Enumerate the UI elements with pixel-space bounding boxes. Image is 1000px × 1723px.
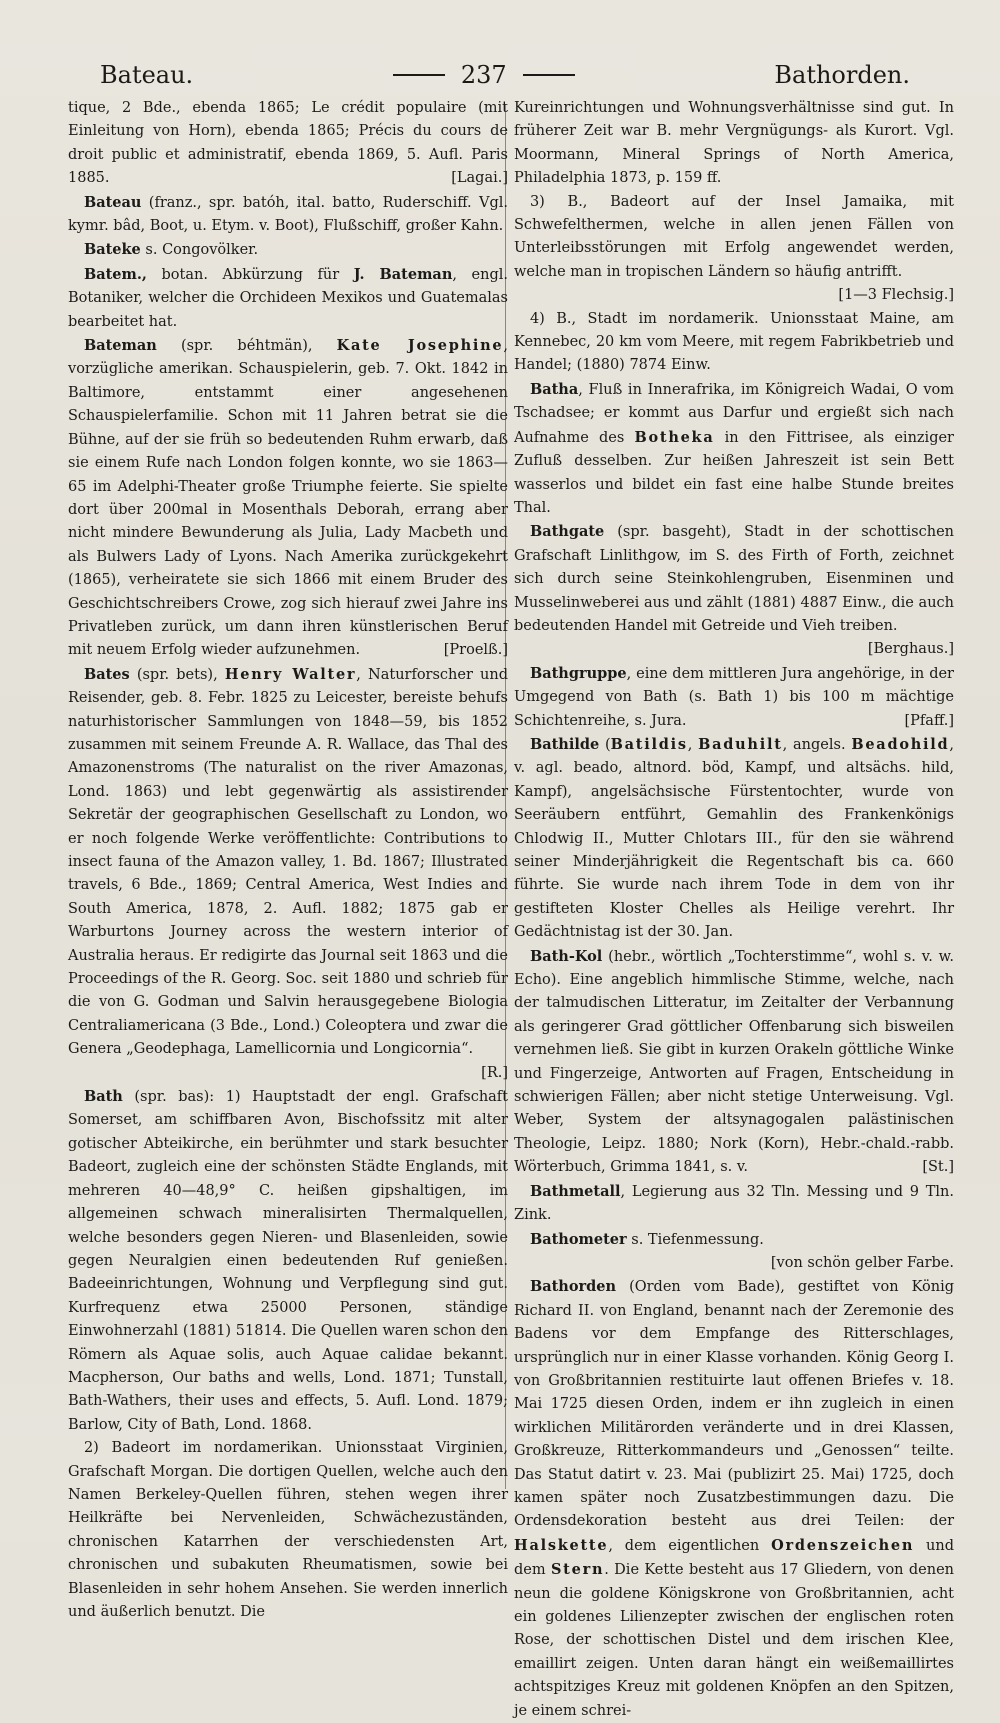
entry-text: , engl. Botaniker, welcher die Orchideen Mexikos und Guatemalas bearbeitet hat. bbox=[68, 266, 509, 330]
entry-headword: Bathilde bbox=[529, 735, 600, 753]
running-header bbox=[100, 55, 910, 95]
entry-emphasis: Halskette bbox=[514, 1536, 609, 1554]
entry-text: , angels. bbox=[782, 736, 852, 753]
entry-emphasis: Ordenszeichen bbox=[771, 1536, 915, 1554]
entry-batha bbox=[514, 378, 954, 520]
entry-bath-kol bbox=[514, 945, 954, 1180]
page-number: 237 bbox=[460, 61, 507, 89]
entry-headword: Bathometer bbox=[529, 1230, 627, 1248]
entry-headword: Bateke bbox=[83, 241, 141, 259]
entry-bathometer bbox=[514, 1228, 954, 1271]
carryover-fragment: [von schön gelber Farbe. bbox=[770, 1254, 954, 1271]
entry-text: Kureinrichtungen und Wohnungsverhältnisse sind gut. In früherer Zeit war B. mehr Vergnügungs- als Kurort. Vgl. Moormann, Mineral Springs of North America, Philadelphia 1873, p. 159 ff. bbox=[514, 100, 954, 187]
entry-text: , eine dem mittleren Jura angehörige, in der Umgegend von Bath (s. Bath 1) bis 100 m mächtige Schichtenreihe, s. Jura. bbox=[514, 665, 954, 729]
author-signature: [1—3 Flechsig.] bbox=[838, 287, 954, 304]
entry-text: (spr. bets), bbox=[129, 666, 225, 683]
entry-text: . Die Kette besteht aus 17 Gliedern, von denen neun die goldene Königskrone von Großbritannien, acht ein goldenes Lilienzepter zwischen der englischen roten Rose, der schottischen Distel und dem irischen Klee, emaillirt zeigen. Unten daran hängt ein weißemaillirtes achtspitziges Kreuz mit goldenen Knöpfen an den Spitzen, je einem schrei- bbox=[514, 1562, 954, 1719]
author-signature: [Pfaff.] bbox=[904, 712, 954, 729]
author-signature: [Lagai.] bbox=[451, 170, 508, 187]
entry-text: in den Fittrisee, als einziger Zufluß desselben. Zur heißen Jahreszeit ist sein Bett wasserlos und bildet ein fast eine halbe Stunde breites Thal. bbox=[514, 429, 954, 516]
entry-bathilde bbox=[514, 733, 954, 945]
entry-text: 2) Badeort im nordamerikan. Unionsstaat Virginien, Grafschaft Morgan. Die dortigen Quellen, welche auch den Namen Berkeley-Quellen führen, stehen wegen ihrer Heilkräfte bei Nervenleiden, Schwächezuständen, chronischen Katarrhen der verschiedensten Art, chronischen und subakuten Rheumatismen, sowie bei Blasenleiden in sehr hohem Ansehen. Sie werden innerlich und äußerlich benutzt. Die bbox=[68, 1440, 508, 1620]
entry-bath bbox=[68, 1085, 508, 1437]
entry-bath-2 bbox=[68, 1437, 508, 1624]
entry-person-name: J. Bateman bbox=[353, 265, 453, 283]
entry-continuation bbox=[514, 97, 954, 191]
entry-text: , Fluß in Innerafrika, im Königreich Wadai, O vom Tschadsee; er kommt aus Darfur und ergießt sich nach Aufnahme des bbox=[514, 381, 954, 446]
entry-headword: Bateau bbox=[83, 193, 142, 211]
entry-bateau bbox=[68, 191, 508, 239]
entry-text: (franz., spr. batóh, ital. batto, Ruderschiff. Vgl. kymr. bâd, Boot, u. Etym. v. Boot), Flußschiff, großer Kahn. bbox=[68, 194, 508, 235]
entry-bath-4 bbox=[514, 308, 954, 378]
entry-emphasis: Batildis bbox=[610, 735, 688, 753]
entry-bathgruppe bbox=[514, 662, 954, 733]
entry-emphasis: Stern bbox=[550, 1561, 605, 1579]
entry-text: , dem eigentlichen bbox=[608, 1537, 772, 1554]
header-rule-left bbox=[393, 74, 445, 76]
entry-bateman bbox=[68, 334, 508, 663]
entry-headword: Batem., bbox=[83, 265, 147, 283]
entry-bathmetall bbox=[514, 1180, 954, 1228]
entry-bates bbox=[68, 663, 508, 1081]
entry-text: 3) B., Badeort auf der Insel Jamaika, mit Schwefelthermen, welche in allen jenen Fällen von Unterleibsstörungen mit Erfolg angewendet werden, welche man in tropischen Ländern so häufig antrifft. bbox=[514, 193, 954, 280]
entry-text: botan. Abkürzung für bbox=[146, 266, 354, 283]
entry-headword: Bathgate bbox=[529, 523, 605, 541]
entry-text: , vorzügliche amerikan. Schauspielerin, geb. 7. Okt. 1842 in Baltimore, entstammt einer angesehenen Schauspielerfamilie. Schon mit 11 Jahren betrat sie die Bühne, auf der sie früh so bedeutenden Ruhm erwarb, daß sie einem Rufe nach London folgen konnte, wo sie 1863—65 im Adelphi-Theater große Triumphe feierte. Sie spielte dort über 200mal in Mosenthals Deborah, errang aber nicht mindere Bewunderung als Julia, Lady Macbeth und als Bulwers Lady of Lyons. Nach Amerika zurückgekehrt (1865), verheiratete sie sich 1866 mit einem Bruder des Geschichtschreibers Crowe, zog sich hierauf zwei Jahre ins Privatleben zurück, um dann ihren künstlerischen Beruf mit neuem Erfolg wieder aufzunehmen. bbox=[68, 338, 508, 659]
entry-text: , Naturforscher und Reisender, geb. 8. Febr. 1825 zu Leicester, bereiste behufs naturhistorischer Sammlungen von 1848—59, bis 1852 zusammen mit seinem Freunde A. R. Wallace, das Thal des Amazonenstroms (The naturalist on the river Amazonas, Lond. 1863) und lebt gegenwärtig als assistirender Sekretär der geographischen Gesellschaft zu London, wo er noch folgende Werke veröffentlichte: Contributions to insect fauna of the Amazon valley, 1. Bd. 1867; Illustrated travels, 6 Bde., 1869; Central America, West Indies and South America, 1878, 2. Aufl. 1882; 1875 gab er Warburtons Journey across the western interior of Australia heraus. Er redigirte das Journal seit 1863 und die Proceedings of the R. Georg. Soc. seit 1880 und schrieb für die von G. Godman und Salvin herausgegebene Biologia Centraliamericana (3 Bde., Lond.) Coleoptera und zwar die Genera „Geodephaga, Lamellicornia und Longicornia“. bbox=[68, 666, 508, 1058]
entry-text: (spr. bas): 1) Hauptstadt der engl. Grafschaft Somerset, am schiffbaren Avon, Bischofssitz mit alter gotischer Abteikirche, ein berühmter und stark besuchter Badeort, zugleich eine der schönsten Städte Englands, mit mehreren 40—48,9° C. heißen gipshaltigen, im allgemeinen schwach mineralisirten Thermalquellen, welche besonders gegen Nieren- und Blasenleiden, sowie gegen Neuralgien einen bedeutenden Ruf genießen. Badeeinrichtungen, Wohnung und Verpflegung sind gut. Kurfrequenz etwa 25000 Personen, ständige Einwohnerzahl (1881) 51814. Die Quellen waren schon den Römern als Aquae solis, auch Aquae calidae bekannt. Macpherson, Our baths and wells, Lond. 1871; Tunstall, Bath-Wathers, their uses and effects, 5. Aufl. Lond. 1879; Barlow, City of Bath, Lond. 1868. bbox=[68, 1089, 508, 1433]
entry-text: und dem bbox=[514, 1537, 954, 1579]
entry-bathgate bbox=[514, 520, 954, 658]
entry-text: 4) B., Stadt im nordamerik. Unionsstaat Maine, am Kennebec, 20 km vom Meere, mit regem Fabrikbetrieb und Handel; (1880) 7874 Einw. bbox=[514, 310, 954, 374]
entry-text: tique, 2 Bde., ebenda 1865; Le crédit populaire (mit Einleitung von Horn), ebenda 1865; Précis du cours de droit public et administratif, ebenda 1869, 5. Aufl. Paris 1885. bbox=[68, 100, 508, 187]
entry-headword: Bathmetall bbox=[529, 1182, 621, 1200]
entry-bateke bbox=[68, 238, 508, 262]
entry-emphasis: Botheka bbox=[634, 428, 715, 446]
entry-batem bbox=[68, 263, 508, 334]
entry-headword: Bathgruppe bbox=[529, 664, 627, 682]
entry-text: (spr. basgeht), Stadt in der schottischen Grafschaft Linlithgow, im S. des Firth of Forth, zeichnet sich durch seine Steinkohlengruben, Eisenminen und Musselinweberei aus und zählt (1881) 4887 Einw., die auch bedeutenden Handel mit Getreide und Vieh treiben. bbox=[514, 524, 954, 634]
left-column bbox=[68, 97, 508, 1624]
entry-text: (Orden vom Bade), gestiftet von König Richard II. von England, benannt nach der Zeremonie des Badens vor dem Empfange des Ritterschlages, ursprünglich nur in einer Klasse vorhanden. König Georg I. von Großbritannien restituirte laut offenen Briefes v. 18. Mai 1725 diesen Orden, indem er ihn zugleich in einen wirklichen Militärorden veränderte und in drei Klassen, Großkreuze, Ritterkommandeurs und „Genossen“ teilte. Das Statut datirt v. 23. Mai (publizirt 25. Mai) 1725, doch kamen später noch Zusatzbestimmungen dazu. Die Ordensdekoration besteht aus drei Teilen: der bbox=[514, 1279, 954, 1530]
author-signature: [R.] bbox=[481, 1064, 508, 1081]
entry-bath-3 bbox=[514, 191, 954, 304]
page-number-block bbox=[393, 61, 575, 89]
entry-headword: Bath-Kol bbox=[529, 947, 603, 965]
entry-text: s. Congovölker. bbox=[140, 242, 259, 259]
author-signature: [St.] bbox=[922, 1159, 954, 1176]
entry-text: s. Tiefenmessung. bbox=[626, 1231, 764, 1248]
entry-bathorden bbox=[514, 1275, 954, 1723]
entry-emphasis: Baduhilt bbox=[698, 735, 783, 753]
right-column bbox=[514, 97, 954, 1723]
entry-continuation bbox=[68, 97, 508, 191]
entry-text: ( bbox=[599, 736, 611, 753]
entry-text: , Legierung aus 32 Tln. Messing und 9 Tln. Zink. bbox=[514, 1183, 954, 1224]
entry-headword: Bathorden bbox=[529, 1278, 617, 1296]
entry-text: (spr. béhtmän), bbox=[156, 338, 337, 355]
entry-headword: Batha bbox=[529, 380, 579, 398]
entry-headword: Bateman bbox=[83, 337, 157, 355]
author-signature: [Berghaus.] bbox=[867, 641, 954, 658]
header-right-keyword: Bathorden. bbox=[774, 61, 910, 89]
author-signature: [Proelß.] bbox=[443, 642, 508, 659]
entry-headword: Bath bbox=[83, 1088, 123, 1106]
entry-emphasis: Beadohild bbox=[851, 735, 950, 753]
entry-headword: Bates bbox=[83, 665, 130, 683]
entry-person-name: Kate Josephine bbox=[336, 337, 504, 355]
entry-text: , bbox=[687, 736, 699, 753]
entry-text: , v. agl. beado, altnord. böd, Kampf, und altsächs. hild, Kampf), angelsächsische Fürstentochter, wurde von Seeräubern entführt, Gemahlin des Frankenkönigs Chlodwig II., Mutter Chlotars III., für den sie während seiner Minderjährigkeit die Regentschaft bis ca. 660 führte. Sie wurde nach ihrem Tode in dem von ihr gestifteten Kloster Chelles als Heilige verehrt. Ihr Gedächtnistag ist der 30. Jan. bbox=[514, 736, 954, 941]
entry-text: (hebr., wörtlich „Tochterstimme“, wohl s. v. w. Echo). Eine angeblich himmlische Stimme, welche, nach der talmudischen Litteratur, im Zeitalter der Verbannung als geringerer Grad göttlicher Offenbarung sich bisweilen vernehmen ließ. Sie gibt in kurzen Orakeln göttliche Winke und Fingerzeige, Antworten auf Fragen, Entscheidung in schwierigen Fällen; aber nicht stetige Unterweisung. Vgl. Weber, System der altsynagogalen palästinischen Theologie, Leipz. 1880; Nork (Korn), Hebr.-chald.-rabb. Wörterbuch, Grimma 1841, s. v. bbox=[514, 948, 954, 1176]
header-rule-right bbox=[523, 74, 575, 76]
header-left-keyword: Bateau. bbox=[100, 61, 194, 89]
entry-person-name: Henry Walter bbox=[224, 665, 357, 683]
